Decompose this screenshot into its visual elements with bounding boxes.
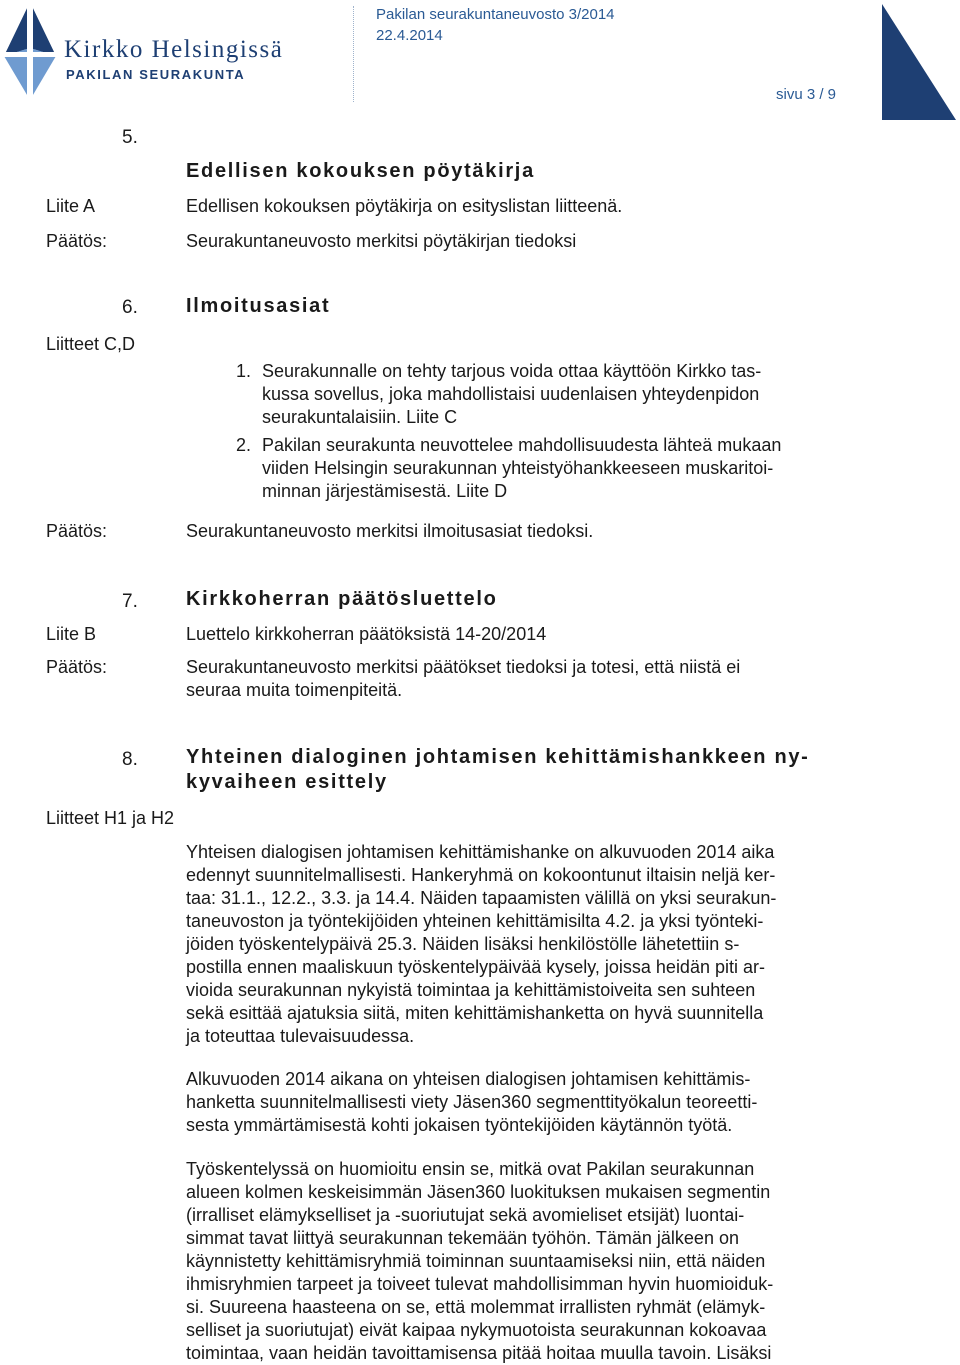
section-7-decision-label: Päätös: (46, 657, 108, 677)
section-6-item-1-line: kussa sovellus, joka mahdollistaisi uudenlaisen yhteydenpidon (262, 384, 760, 404)
section-5-number: 5. (122, 127, 138, 148)
section-8-title-line: Yhteinen dialoginen johtamisen kehittämishankkeen ny- (186, 746, 810, 768)
section-7-decision-line: Seurakuntaneuvosto merkitsi päätökset tiedoksi ja totesi, että niistä ei (186, 657, 741, 677)
section-6-item-2-line: Pakilan seurakunta neuvottelee mahdollisuudesta lähteä mukaan (262, 435, 782, 455)
section-6-decision-label: Päätös: (46, 521, 108, 541)
section-8-paragraph: Työskentelyssä on huomioitu ensin se, mitkä ovat Pakilan seurakunnan alueen kolmen keskeisimmän Jäsen360 luokituksen mukaisen segmentin (irralliset elämykselliset ja -suoriutujat sekä avomieliset etsijät) luontai- simmat tavat liittyä seurakunnan tekemään työhön. Tämän jälkeen on käynnistetty kehittämisryhmiä toiminnan suuntaamiseksi niin, että näiden ihmisryhmien tarpeet ja toiveet tulevat mahdollisimman hyvin huomioiduk- si. Suureena haasteena on se, että molemmat irrallisten ryhmät (elämyk- selliset ja suoriutujat) eivät kaipaa nykymuotoista seurakunnan kokoavaa toimintaa, vaan heidän tavoittamisensa pitää hoitaa muulla tavoin. Lisäksi (186, 1159, 774, 1363)
document-title: Pakilan seurakuntaneuvosto 3/2014 (376, 6, 615, 23)
section-5-decision-label: Päätös: (46, 231, 108, 251)
document-date: 22.4.2014 (376, 27, 443, 44)
section-8-paragraph: Yhteisen dialogisen johtamisen kehittämishanke on alkuvuoden 2014 aika edennyt suunnitelmallisesti. Hankeryhmä on kokoontunut iltaisin neljä ker- taa: 31.1., 12.2., 3.3. ja 14.4. Näiden tapaamisten välillä on yksi seurakun- taneuvoston ja työntekijöiden yhteinen kehittämisilta 4.2. ja yksi työnteki- jöiden työskentelypäivä 25.3. Näiden lisäksi henkilöstölle lähetettiin s- postilla ennen maaliskuun työskentelypäivää kysely, joissa heidän piti ar- vioida seurakunnan nykyistä toimintaa ja kehittämistoiveita sen suhteen sekä esittää ajatuksia siitä, miten kehittämishanketta on hyvä suunnitella ja toteuttaa tulevaisuudessa. (186, 842, 777, 1046)
section-8-title-line: kyvaiheen esittely (186, 771, 388, 793)
section-5-decision-text: Seurakuntaneuvosto merkitsi pöytäkirjan tiedoksi (186, 231, 577, 251)
section-7-attachment-text: Luettelo kirkkoherran päätöksistä 14-20/2014 (186, 624, 547, 644)
section-6-item-1-number: 1. (236, 361, 252, 381)
section-5-attachment-label: Liite A (46, 196, 96, 216)
section-6-number: 6. (122, 297, 138, 318)
corner-triangle-icon (876, 0, 960, 124)
section-8-paragraph: Alkuvuoden 2014 aikana on yhteisen dialogisen johtamisen kehittämis- hanketta suunnitelmallisesti viety Jäsen360 segmenttityökalun teoreetti- sesta ymmärtämisestä kohti jokaisen työntekijöiden käytännön työtä. (186, 1069, 758, 1135)
header-divider (353, 6, 354, 102)
section-8-number: 8. (122, 749, 138, 770)
section-7-number: 7. (122, 591, 138, 612)
section-6-item-1-line: seurakuntalaisiin. Liite C (262, 407, 458, 427)
page-number: sivu 3 / 9 (776, 86, 837, 103)
section-6-item-2-line: minnan järjestämisestä. Liite D (262, 481, 508, 501)
section-5-title: Edellisen kokouksen pöytäkirja (186, 160, 535, 182)
section-6-attachment-label: Liitteet C,D (46, 334, 136, 354)
section-6-decision-text: Seurakuntaneuvosto merkitsi ilmoitusasiat tiedoksi. (186, 521, 594, 541)
section-7-title: Kirkkoherran päätösluettelo (186, 588, 498, 610)
org-unit: PAKILAN SEURAKUNTA (66, 67, 246, 82)
section-6-item-2-line: viiden Helsingin seurakunnan yhteistyöhankkeeseen muskaritoi- (262, 458, 774, 478)
section-7-decision-line: seuraa muita toimenpiteitä. (186, 680, 403, 700)
org-name: Kirkko Helsingissä (64, 36, 284, 63)
section-6-item-1-line: Seurakunnalle on tehty tarjous voida ottaa käyttöön Kirkko tas- (262, 361, 762, 381)
section-8-attachment-label: Liitteet H1 ja H2 (46, 808, 175, 828)
section-5-attachment-text: Edellisen kokouksen pöytäkirja on esityslistan liitteenä. (186, 196, 623, 216)
church-cross-logo-icon (0, 0, 62, 104)
section-6-item-2-number: 2. (236, 435, 252, 455)
section-7-attachment-label: Liite B (46, 624, 97, 644)
section-6-title: Ilmoitusasiat (186, 295, 331, 317)
